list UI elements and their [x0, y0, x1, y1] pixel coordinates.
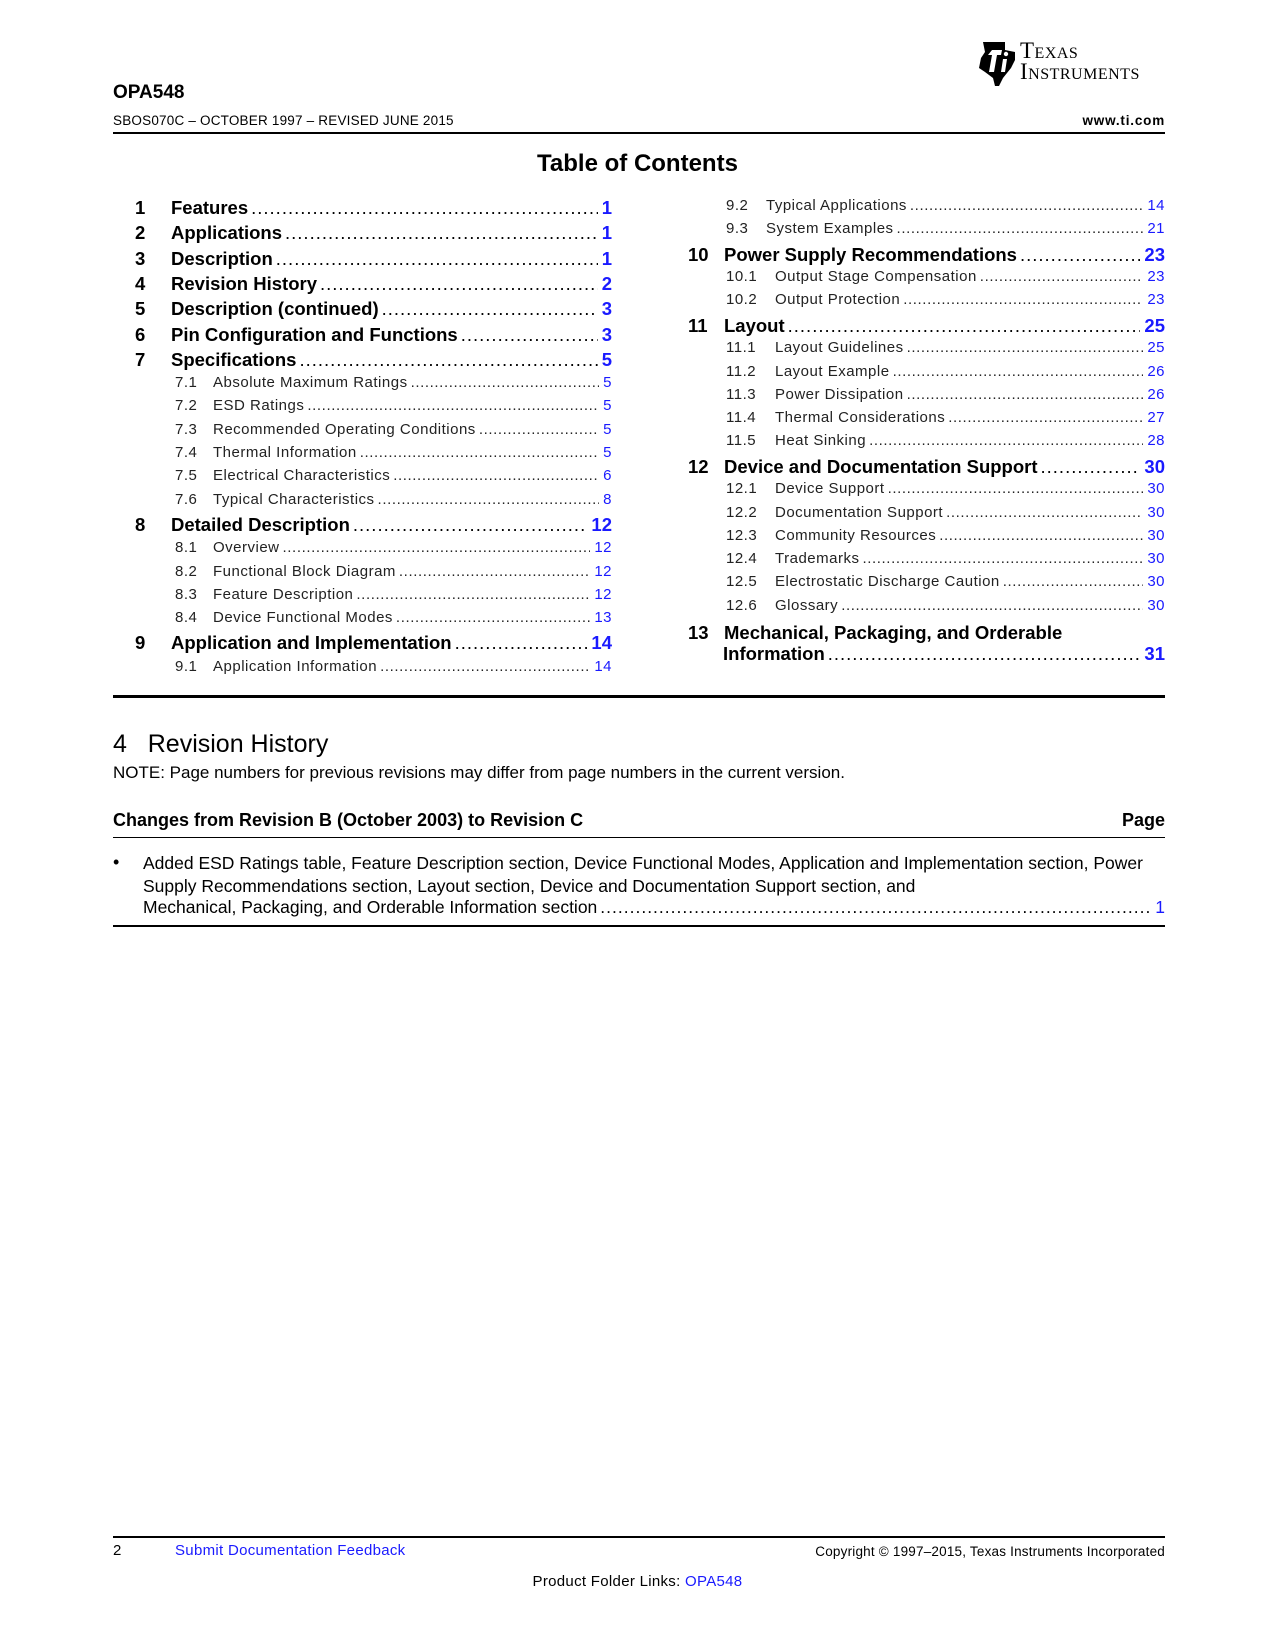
toc-entry[interactable]: [135, 197, 612, 221]
part-number: OPA548: [113, 82, 185, 103]
toc-page-link[interactable]: 23: [1144, 243, 1165, 265]
toc-entry-13[interactable]: [688, 622, 1063, 644]
toc-leader-dots: [910, 197, 1143, 214]
toc-label: Output Protection: [775, 291, 901, 309]
toc-leader-dots: [299, 349, 597, 371]
toc-page-link[interactable]: 30: [1147, 480, 1165, 498]
toc-page-link[interactable]: 28: [1147, 432, 1165, 450]
toc-number: 8.3: [175, 585, 198, 603]
toc-page-link[interactable]: 6: [603, 467, 612, 485]
toc-entry[interactable]: [135, 222, 612, 246]
toc-label: Application and Implementation: [171, 632, 452, 654]
toc-leader-dots: [356, 586, 590, 603]
toc-leader-dots: [980, 268, 1144, 285]
toc-page-link[interactable]: 13: [594, 609, 612, 627]
toc-leader-dots: [479, 421, 599, 438]
toc-number: 7.6: [175, 490, 198, 508]
toc-leader-dots: [907, 386, 1144, 403]
toc-leader-dots: [380, 658, 590, 675]
toc-entry[interactable]: [175, 658, 612, 680]
toc-entry[interactable]: [175, 563, 612, 585]
toc-label: Output Stage Compensation: [775, 268, 977, 286]
toc-entry[interactable]: [175, 444, 612, 466]
toc-label: Specifications: [171, 348, 297, 370]
toc-number: 8.4: [175, 609, 198, 627]
toc-entry[interactable]: [688, 244, 1165, 268]
toc-page-link[interactable]: 30: [1144, 455, 1165, 477]
toc-number: 11.5: [726, 432, 757, 450]
toc-entry[interactable]: [135, 298, 612, 322]
toc-number: 7.3: [175, 420, 198, 438]
toc-page-link[interactable]: 12: [594, 585, 612, 603]
toc-label: Power Dissipation: [775, 385, 904, 403]
toc-page-link[interactable]: 5: [601, 348, 612, 370]
toc-leader-dots: [1041, 456, 1141, 478]
toc-page-link[interactable]: 8: [603, 490, 612, 508]
toc-label: Community Resources: [775, 526, 937, 544]
product-folder-links: [0, 1573, 1275, 1590]
toc-entry[interactable]: [726, 504, 1165, 526]
toc-page-link[interactable]: 14: [591, 632, 612, 654]
toc-entry[interactable]: [726, 527, 1165, 549]
toc-leader-dots: [285, 222, 598, 244]
toc-page-link[interactable]: 1: [601, 247, 612, 269]
toc-label: Description: [171, 247, 273, 269]
toc-leader-dots: [393, 467, 599, 484]
toc-leader-dots: [903, 291, 1143, 308]
toc-page-link[interactable]: 23: [1147, 268, 1165, 286]
toc-number: 12.6: [726, 596, 758, 614]
toc-label: Layout Guidelines: [775, 339, 904, 357]
toc-entry[interactable]: [175, 397, 612, 419]
toc-page-link[interactable]: 5: [603, 444, 612, 461]
website-link[interactable]: www.ti.com: [1082, 113, 1165, 128]
toc-number: 7.5: [175, 467, 198, 485]
folder-link[interactable]: OPA548: [685, 1573, 743, 1590]
toc-number: 9.3: [726, 220, 749, 238]
changes-heading: Changes from Revision B (October 2003) to Revision C: [113, 810, 584, 830]
toc-entry[interactable]: [175, 609, 612, 631]
toc-number: 12.1: [726, 480, 758, 498]
toc-leader-dots: [396, 609, 590, 626]
toc-page-link[interactable]: 27: [1147, 409, 1165, 427]
toc-leader-dots: [399, 563, 590, 580]
toc-entry[interactable]: [175, 467, 612, 489]
toc-label: Recommended Operating Conditions: [213, 420, 476, 438]
toc-entry-13-line-2[interactable]: [723, 643, 1165, 667]
toc-number: 11: [688, 314, 708, 336]
toc-label: Layout: [724, 314, 785, 336]
toc-leader-dots: [276, 248, 598, 270]
toc-number: 9: [135, 632, 146, 654]
toc-label: System Examples: [766, 220, 894, 238]
toc-entry[interactable]: [175, 491, 612, 513]
toc-label: Overview: [213, 539, 280, 557]
toc-number: 5: [135, 298, 146, 320]
brand-line-1: Texas: [1020, 38, 1079, 63]
toc-page-link[interactable]: 12: [594, 539, 612, 557]
toc-leader-dots: [939, 527, 1143, 544]
toc-entry[interactable]: [688, 456, 1165, 480]
toc-page-link[interactable]: 5: [603, 397, 612, 415]
toc-page-link[interactable]: 26: [1147, 385, 1165, 403]
toc-number: 12.5: [726, 573, 758, 591]
feedback-link[interactable]: Submit Documentation Feedback: [175, 1542, 406, 1559]
toc-leader-dots: [828, 643, 1141, 665]
document-id: SBOS070C – OCTOBER 1997 – REVISED JUNE 2015: [113, 113, 454, 128]
toc-number: 12.3: [726, 526, 758, 544]
toc-label: Thermal Information: [213, 444, 357, 461]
toc-number: 12.2: [726, 503, 758, 521]
toc-entry[interactable]: [688, 315, 1165, 339]
toc-label: Feature Description: [213, 585, 354, 603]
toc-label: Documentation Support: [775, 503, 944, 521]
changes-bottom-rule: [113, 925, 1165, 927]
toc-label: Features: [171, 197, 249, 218]
toc-number: 4: [135, 272, 146, 294]
toc-page-link[interactable]: 12: [591, 513, 612, 535]
toc-leader-dots: [411, 374, 600, 391]
toc-label: Mechanical, Packaging, and Orderable: [724, 622, 1063, 643]
toc-page-link[interactable]: 30: [1147, 550, 1165, 568]
toc-page-link[interactable]: 26: [1147, 362, 1165, 380]
toc-leader-dots: [307, 397, 599, 414]
header-rule: [113, 132, 1165, 134]
change-item-page-link[interactable]: 1: [1155, 897, 1165, 917]
toc-label: Application Information: [213, 657, 378, 675]
toc-leader-dots: [869, 432, 1143, 449]
toc-entry[interactable]: [135, 514, 612, 538]
change-item-label: Mechanical, Packaging, and Orderable Information section: [143, 897, 598, 917]
toc-leader-dots: [788, 315, 1141, 337]
toc-label: Functional Block Diagram: [213, 562, 396, 580]
toc-label: Typical Characteristics: [213, 490, 375, 508]
toc-entry[interactable]: [726, 268, 1165, 290]
toc-number: 7.4: [175, 444, 198, 461]
toc-page-link[interactable]: 2: [601, 272, 612, 294]
toc-number: 10.1: [726, 268, 758, 286]
toc-entry[interactable]: [135, 349, 612, 373]
toc-leader-dots: [455, 632, 588, 654]
toc-label: Detailed Description: [171, 513, 350, 535]
toc-page-link[interactable]: 25: [1144, 314, 1165, 336]
toc-page-link[interactable]: 30: [1147, 596, 1165, 614]
section-rule: [113, 695, 1165, 698]
toc-number: 11.2: [726, 362, 757, 380]
toc-entry[interactable]: [135, 248, 612, 272]
copyright: Copyright © 1997–2015, Texas Instruments Incorporated: [815, 1544, 1165, 1559]
toc-page-link[interactable]: 30: [1147, 573, 1165, 591]
toc-page-link[interactable]: 30: [1147, 526, 1165, 544]
toc-number: 9.2: [726, 197, 749, 214]
toc-leader-dots: [907, 339, 1144, 356]
page-number: 2: [113, 1542, 122, 1559]
toc-label: Absolute Maximum Ratings: [213, 374, 408, 392]
toc-number: 11.3: [726, 385, 757, 403]
toc-page-link[interactable]: 1: [601, 197, 612, 218]
toc-label: Device Functional Modes: [213, 609, 393, 627]
toc-entry[interactable]: [175, 374, 612, 396]
toc-entry[interactable]: [726, 339, 1165, 361]
toc-entry[interactable]: [726, 409, 1165, 431]
toc-page-link[interactable]: 3: [601, 298, 612, 320]
toc-entry[interactable]: [135, 273, 612, 297]
toc-page-link[interactable]: 3: [601, 323, 612, 345]
toc-leader-dots: [862, 550, 1143, 567]
toc-leader-dots: [360, 444, 599, 461]
page-heading: Page: [1121, 810, 1165, 830]
toc-leader-dots: [946, 504, 1143, 521]
toc-page-link[interactable]: 30: [1147, 503, 1165, 521]
toc-entry[interactable]: [726, 480, 1165, 502]
toc-entry[interactable]: [726, 291, 1165, 313]
toc-number: 1: [135, 197, 146, 218]
toc-leader-dots: [1003, 573, 1144, 590]
bullet-icon: •: [113, 852, 120, 872]
toc-label: Thermal Considerations: [775, 409, 946, 427]
toc-entry[interactable]: [175, 421, 612, 443]
toc-page-link[interactable]: 31: [1144, 643, 1165, 664]
toc-label: Revision History: [171, 272, 317, 294]
toc-label: Power Supply Recommendations: [724, 243, 1017, 265]
toc-number: 7.2: [175, 397, 198, 415]
toc-leader-dots: [893, 363, 1144, 380]
toc-label: Description (continued): [171, 298, 379, 320]
toc-entry[interactable]: [726, 597, 1165, 619]
toc-label: Applications: [171, 222, 283, 244]
toc-label: Information: [723, 643, 825, 664]
footer-rule: [113, 1536, 1165, 1538]
toc-label: Device Support: [775, 480, 885, 498]
toc-label: Glossary: [775, 596, 839, 614]
brand-wordmark: [1020, 40, 1140, 82]
toc-entry[interactable]: [135, 632, 612, 656]
toc-number: 8.2: [175, 562, 198, 580]
toc-number: 9.1: [175, 657, 198, 675]
toc-number: 8: [135, 513, 146, 535]
toc-number: 2: [135, 222, 146, 244]
change-item-text: Added ESD Ratings table, Feature Description section, Device Functional Modes, Application and Implementation section, Power Supply Recommendations section, Layout section, Device and Documentation Support section, and: [143, 853, 1143, 896]
toc-entry[interactable]: [175, 586, 612, 608]
toc-leader-dots: [841, 597, 1143, 614]
toc-leader-dots: [320, 273, 598, 295]
toc-entry[interactable]: [726, 197, 1165, 219]
toc-leader-dots: [251, 197, 598, 219]
toc-leader-dots: [1020, 244, 1140, 266]
toc-entry[interactable]: [726, 220, 1165, 242]
toc-page-link[interactable]: 1: [601, 222, 612, 244]
toc-label: Device and Documentation Support: [724, 455, 1038, 477]
folder-label: Product Folder Links:: [532, 1573, 686, 1590]
toc-entry[interactable]: [726, 550, 1165, 572]
toc-leader-dots: [897, 220, 1144, 237]
toc-leader-dots: [461, 324, 598, 346]
toc-label: Typical Applications: [766, 197, 907, 214]
toc-number: 11.1: [726, 339, 757, 357]
toc-page-link[interactable]: 5: [603, 420, 612, 438]
toc-number: 10.2: [726, 291, 758, 309]
toc-entry[interactable]: [726, 432, 1165, 454]
toc-number: 6: [135, 323, 146, 345]
toc-page-link[interactable]: 5: [603, 374, 612, 392]
toc-entry[interactable]: [135, 324, 612, 348]
change-item-last-line[interactable]: [143, 897, 1165, 918]
toc-entry[interactable]: [175, 539, 612, 561]
toc-page-link[interactable]: 12: [594, 562, 612, 580]
toc-number: 7: [135, 348, 146, 370]
toc-title: Table of Contents: [537, 150, 738, 177]
toc-entry[interactable]: [726, 363, 1165, 385]
toc-number: 12.4: [726, 550, 758, 568]
toc-page-link[interactable]: 21: [1147, 220, 1165, 238]
toc-page-link[interactable]: 14: [594, 657, 612, 675]
revision-note: NOTE: Page numbers for previous revisions may differ from page numbers in the current version.: [113, 763, 845, 782]
toc-leader-dots: [888, 480, 1144, 497]
changes-rule: [113, 837, 1165, 838]
leader-dots: [600, 897, 1151, 918]
toc-label: Layout Example: [775, 362, 890, 380]
toc-number: 13: [688, 622, 709, 643]
toc-label: ESD Ratings: [213, 397, 305, 415]
toc-entry[interactable]: [726, 386, 1165, 408]
toc-page-link[interactable]: 23: [1147, 291, 1165, 309]
toc-leader-dots: [948, 409, 1143, 426]
toc-page-link[interactable]: 25: [1147, 339, 1165, 357]
toc-number: 12: [688, 455, 709, 477]
toc-leader-dots: [382, 298, 598, 320]
toc-number: 11.4: [726, 409, 757, 427]
toc-number: 7.1: [175, 374, 198, 392]
toc-leader-dots: [353, 514, 588, 536]
toc-number: 10: [688, 243, 709, 265]
toc-number: 8.1: [175, 539, 198, 557]
toc-number: 3: [135, 247, 146, 269]
toc-page-link[interactable]: 14: [1147, 197, 1165, 214]
toc-leader-dots: [283, 539, 591, 556]
toc-label: Electrostatic Discharge Caution: [775, 573, 1000, 591]
toc-label: Electrical Characteristics: [213, 467, 391, 485]
toc-label: Heat Sinking: [775, 432, 867, 450]
toc-label: Pin Configuration and Functions: [171, 323, 458, 345]
toc-entry[interactable]: [726, 573, 1165, 595]
brand-line-2: Instruments: [1020, 59, 1140, 84]
toc-leader-dots: [378, 491, 600, 508]
section-title: 4 Revision History: [113, 730, 329, 758]
toc-label: Trademarks: [775, 550, 860, 568]
